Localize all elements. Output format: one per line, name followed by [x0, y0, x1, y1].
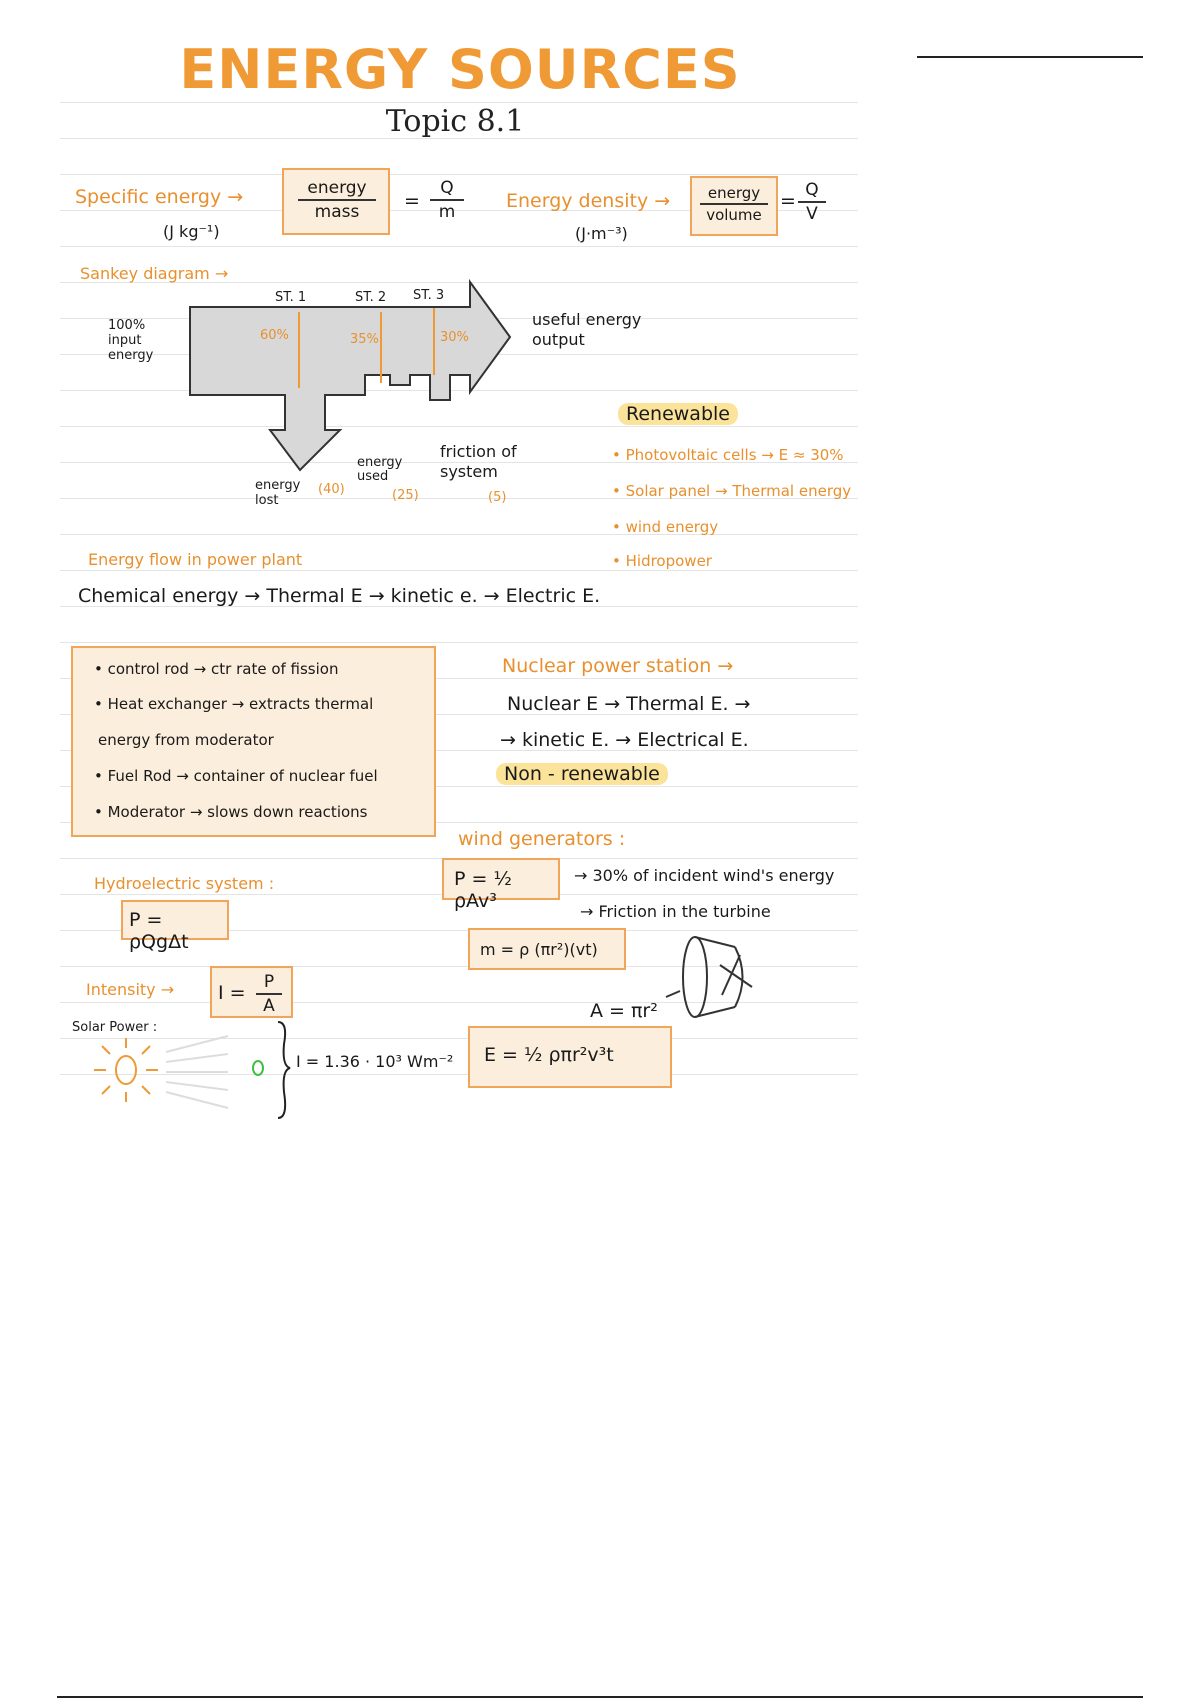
hydro-formula-box [121, 900, 229, 953]
sankey-label: Sankey diagram → [80, 264, 229, 283]
sankey-diagram [0, 0, 1200, 600]
energy-lost-value: (40) [318, 482, 345, 497]
specific-energy-label: Specific energy → [75, 186, 244, 208]
specific-energy-unit: (J kg⁻¹) [163, 222, 220, 241]
solar-power-label: Solar Power : [72, 1020, 158, 1035]
wind-power-formula: P = ½ ρAv³ [454, 868, 512, 912]
nonrenewable-text: Non - renewable [496, 763, 668, 785]
list-item: energy from moderator [98, 731, 274, 749]
sankey-input-label: 100% input energy [108, 318, 154, 363]
page-subtitle: Topic 8.1 [385, 104, 525, 139]
energy-used-value: (25) [392, 488, 419, 503]
renewable-heading [618, 403, 738, 425]
hydro-formula: P = ρQgΔt [129, 909, 189, 953]
nuclear-line-2: → kinetic E. → Electrical E. [500, 729, 749, 751]
wind-mass-formula: m = ρ (πr²)(vt) [480, 940, 598, 959]
wind-turbine-icon [660, 925, 770, 1025]
sankey-output-label: useful energy output [532, 310, 642, 349]
intensity-box [210, 966, 293, 1018]
list-item: • Solar panel → Thermal energy [612, 482, 852, 500]
intensity-fraction [256, 972, 282, 1016]
nonrenewable-label [496, 763, 668, 785]
fraction-denominator: volume [706, 206, 762, 224]
friction-label: friction of system [440, 442, 517, 481]
intensity-label: Intensity → [86, 980, 175, 999]
sun-icon [88, 1030, 288, 1120]
hydro-heading: Hydroelectric system : [94, 874, 275, 893]
list-item: • Moderator → slows down reactions [94, 803, 368, 821]
equals-sign: = [404, 190, 420, 212]
wind-note-1: → 30% of incident wind's energy [574, 866, 835, 885]
wind-power-box [442, 858, 560, 912]
bottom-rule [57, 1696, 1143, 1698]
stage1-label: ST. 1 [275, 290, 307, 305]
wind-energy-box [468, 1026, 672, 1088]
list-item: • Heat exchanger → extracts thermal [94, 695, 374, 713]
energy-used-label: energy used [357, 455, 403, 484]
energy-density-label: Energy density → [506, 190, 671, 212]
list-item: • wind energy [612, 518, 719, 536]
wind-heading: wind generators : [458, 828, 626, 850]
intensity-lhs: I = [218, 982, 246, 1004]
friction-value: (5) [488, 490, 507, 505]
list-item: • Hidropower [612, 552, 712, 570]
m-symbol: m [438, 202, 456, 222]
stage2-percent: 35% [350, 332, 379, 347]
ruled-line [60, 642, 858, 643]
stage3-label: ST. 3 [413, 288, 445, 303]
energy-lost-label: energy lost [255, 478, 301, 508]
wind-mass-box [468, 928, 626, 970]
stage3-percent: 30% [440, 330, 469, 345]
fraction-denominator: mass [314, 202, 360, 222]
solar-intensity-value: I = 1.36 · 10³ Wm⁻² [296, 1052, 454, 1071]
q-symbol: Q [430, 178, 464, 201]
equals-sign: = [780, 190, 796, 212]
page-title: ENERGY SOURCES [179, 38, 741, 101]
list-item: • control rod → ctr rate of fission [94, 660, 339, 678]
fraction-numerator: energy [298, 178, 376, 201]
fraction-numerator: P [256, 972, 282, 995]
renewable-heading-text: Renewable [618, 403, 738, 425]
stage1-percent: 60% [260, 328, 289, 343]
wind-note-2: → Friction in the turbine [580, 902, 771, 921]
wind-area-formula: A = πr² [590, 1000, 658, 1022]
energy-flow-heading: Energy flow in power plant [88, 550, 303, 569]
q-symbol: Q [798, 180, 826, 203]
wind-energy-formula: E = ½ ρπr²v³t [484, 1044, 614, 1066]
nuclear-heading: Nuclear power station → [502, 655, 734, 677]
fraction-denominator: A [263, 996, 275, 1016]
energy-density-unit: (J·m⁻³) [575, 224, 628, 243]
brace-icon [274, 1020, 294, 1120]
list-item: • Photovoltaic cells → E ≈ 30% [612, 446, 844, 464]
nuclear-line-1: Nuclear E → Thermal E. → [507, 693, 751, 715]
energy-flow-chain: Chemical energy → Thermal E → kinetic e. → Electric E. [78, 585, 601, 607]
list-item: • Fuel Rod → container of nuclear fuel [94, 767, 378, 785]
stage2-label: ST. 2 [355, 290, 387, 305]
fraction-numerator: energy [700, 184, 768, 205]
v-symbol: V [806, 204, 818, 224]
